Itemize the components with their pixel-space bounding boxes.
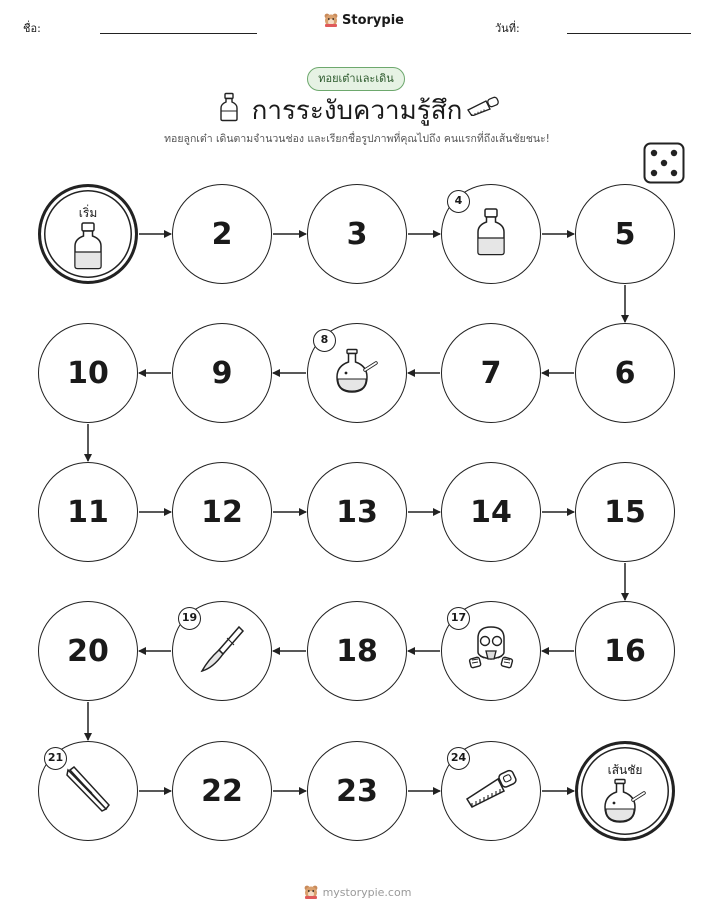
- board-cell-13[interactable]: [307, 462, 407, 562]
- board-cell-14[interactable]: [441, 462, 541, 562]
- cell-number-badge: 21: [44, 747, 67, 770]
- cell-number-badge: 17: [447, 607, 470, 630]
- cell-number: 12: [201, 494, 243, 530]
- board-cell-18[interactable]: [307, 601, 407, 701]
- cell-label: เริ่ม: [78, 206, 98, 220]
- tweezers-icon: [64, 764, 112, 818]
- cell-number: 22: [201, 773, 243, 809]
- cell-number: 10: [67, 355, 109, 391]
- scalpel-icon: [199, 624, 245, 678]
- cell-number: 9: [211, 355, 233, 391]
- cell-number: 16: [604, 633, 646, 669]
- board-cell-22[interactable]: [172, 741, 272, 841]
- cell-number-badge: 19: [178, 607, 201, 630]
- cell-number: 6: [614, 355, 636, 391]
- board-cell-2[interactable]: [172, 184, 272, 284]
- cell-number: 3: [346, 216, 368, 252]
- board-cell-15[interactable]: [575, 462, 675, 562]
- board-cell-23[interactable]: [307, 741, 407, 841]
- board-cell-25[interactable]: [575, 741, 675, 841]
- board-cell-1[interactable]: [38, 184, 138, 284]
- bottle-icon: [71, 221, 105, 275]
- saw-icon: [464, 769, 518, 813]
- cell-number: 7: [480, 355, 502, 391]
- board-cell-4[interactable]: [441, 184, 541, 284]
- cell-number: 11: [67, 494, 109, 530]
- board-cell-9[interactable]: [172, 323, 272, 423]
- cell-number: 23: [336, 773, 378, 809]
- board-cell-17[interactable]: [441, 601, 541, 701]
- page-title: การระงับความรู้สึก: [251, 96, 463, 126]
- board-cell-16[interactable]: [575, 601, 675, 701]
- name-label: ชื่อ:: [23, 22, 41, 35]
- board-cell-3[interactable]: [307, 184, 407, 284]
- board-cell-11[interactable]: [38, 462, 138, 562]
- footer: [0, 884, 714, 900]
- board-cell-5[interactable]: [575, 184, 675, 284]
- board-cell-20[interactable]: [38, 601, 138, 701]
- bottle-icon: [474, 207, 508, 261]
- cell-number: 15: [604, 494, 646, 530]
- cell-number: 20: [67, 633, 109, 669]
- date-label: วันที่:: [495, 22, 520, 35]
- board-cell-19[interactable]: [172, 601, 272, 701]
- board-cell-7[interactable]: [441, 323, 541, 423]
- board-cell-10[interactable]: [38, 323, 138, 423]
- bear-logo-icon: [303, 884, 319, 900]
- board-cell-21[interactable]: [38, 741, 138, 841]
- board-cell-24[interactable]: [441, 741, 541, 841]
- board-cell-12[interactable]: [172, 462, 272, 562]
- cell-number: 13: [336, 494, 378, 530]
- instructions: ทอยลูกเต๋า เดินตามจำนวนช่อง และเรียกชื่อรูปภาพที่คุณไปถึง คนแรกที่ถึงเส้นชัยชนะ!: [164, 133, 550, 145]
- brand-name: Storypie: [342, 12, 404, 28]
- gas-mask-icon: [466, 624, 516, 678]
- cell-number: 14: [470, 494, 512, 530]
- board-cell-6[interactable]: [575, 323, 675, 423]
- cell-number: 5: [614, 216, 636, 252]
- cell-number-badge: 24: [447, 747, 470, 770]
- cell-number: 18: [336, 633, 378, 669]
- flask-icon: [600, 778, 650, 828]
- board-cell-8[interactable]: [307, 323, 407, 423]
- flask-icon: [332, 348, 382, 398]
- cell-number-badge: 8: [313, 329, 336, 352]
- game-type-pill: ทอยเต๋าและเดิน: [307, 67, 405, 91]
- cell-number-badge: 4: [447, 190, 470, 213]
- cell-number: 2: [211, 216, 233, 252]
- footer-url: mystorypie.com: [322, 885, 412, 899]
- cell-label: เส้นชัย: [607, 763, 643, 777]
